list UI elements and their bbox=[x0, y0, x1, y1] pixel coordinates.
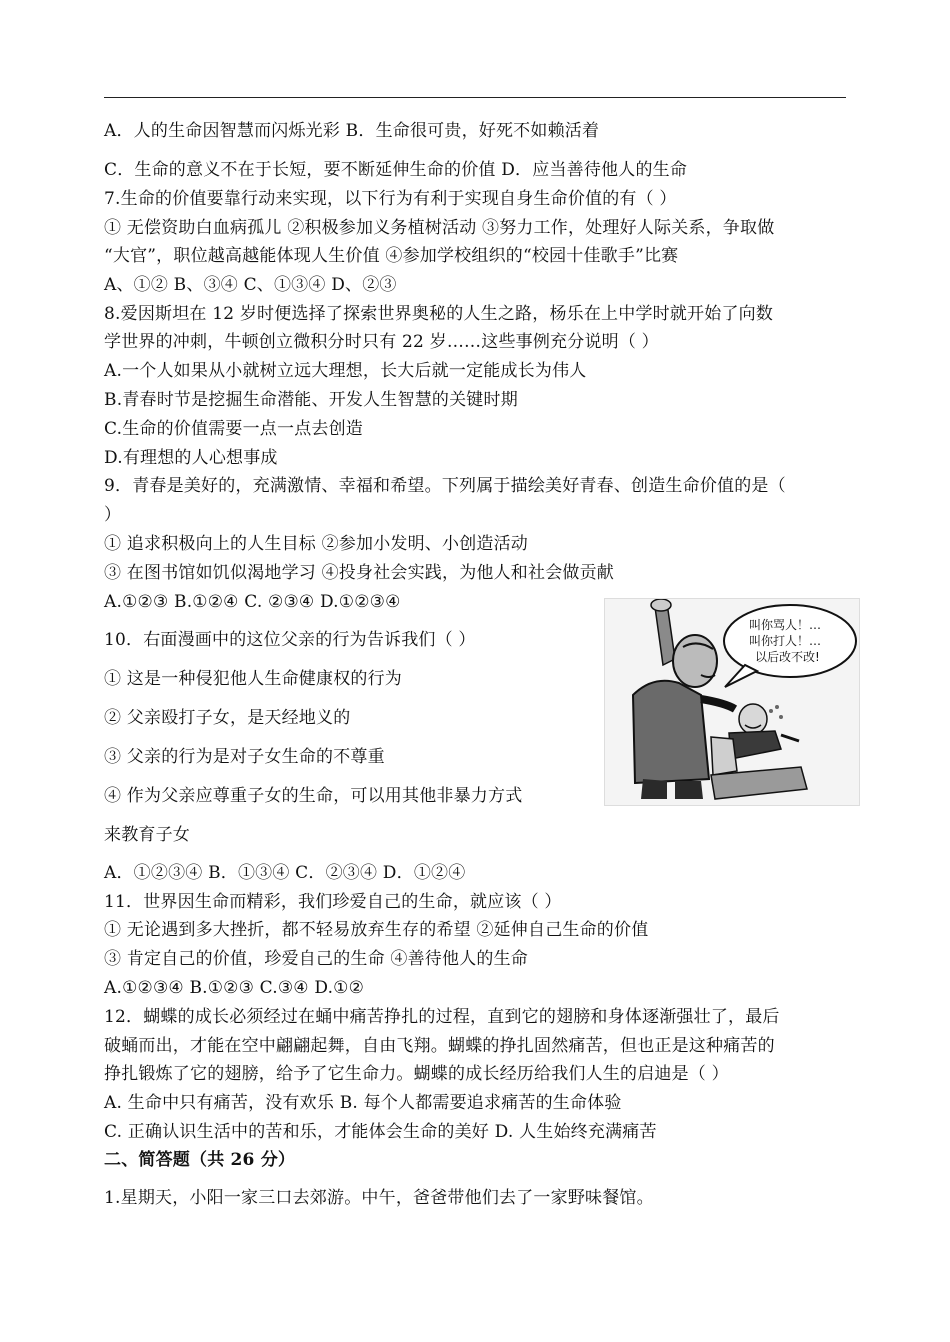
q10-item-2: ② 父亲殴打子女，是天经地义的 bbox=[104, 708, 351, 728]
q11-options: A.①②③④ B.①②③ C.③④ D.①② bbox=[104, 978, 365, 998]
q10-options: A．①②③④ B．①③④ C．②③④ D．①②④ bbox=[104, 863, 466, 883]
section-2-q1-stem: 1.星期天，小阳一家三口去郊游。中午，爸爸带他们去了一家野味餐馆。 bbox=[104, 1188, 654, 1208]
q8-option-d: D.有理想的人心想事成 bbox=[104, 448, 278, 468]
bubble-line-2: 叫你打人！… bbox=[749, 634, 822, 648]
q9-options: A.①②③ B.①②④ C. ②③④ D.①②③④ bbox=[104, 592, 401, 612]
q8-stem-line2: 学世界的冲刺，牛顿创立微积分时只有 22 岁……这些事例充分说明（ ） bbox=[104, 332, 659, 352]
q12-stem-line1: 12．蝴蝶的成长必须经过在蛹中痛苦挣扎的过程，直到它的翅膀和身体逐渐强壮了，最后 bbox=[104, 1007, 780, 1027]
q8-option-a: A.一个人如果从小就树立远大理想，长大后就一定能成长为伟人 bbox=[104, 361, 587, 381]
bubble-line-3: 以后改不改! bbox=[755, 650, 820, 664]
q9-items-line1: ① 追求积极向上的人生目标 ②参加小发明、小创造活动 bbox=[104, 534, 529, 554]
q12-option-c-d: C. 正确认识生活中的苦和乐，才能体会生命的美好 D. 人生始终充满痛苦 bbox=[104, 1122, 657, 1142]
q10-item-3: ③ 父亲的行为是对子女生命的不尊重 bbox=[104, 747, 385, 767]
q7-options: A、①② B、③④ C、①③④ D、②③ bbox=[104, 275, 397, 295]
q8-stem-line1: 8.爱因斯坦在 12 岁时便选择了探索世界奥秘的人生之路，杨乐在上中学时就开始了向数 bbox=[104, 304, 774, 324]
q7-items-line2: “大官”，职位越高越能体现人生价值 ④参加学校组织的“校园十佳歌手”比赛 bbox=[104, 246, 679, 266]
q6-option-a-b: A．人的生命因智慧而闪烁光彩 B．生命很可贵，好死不如赖活着 bbox=[104, 121, 600, 141]
q10-item-1: ① 这是一种侵犯他人生命健康权的行为 bbox=[104, 669, 403, 689]
q11-items-line2: ③ 肯定自己的价值，珍爱自己的生命 ④善待他人的生命 bbox=[104, 949, 529, 969]
q11-items-line1: ① 无论遇到多大挫折，都不轻易放弃生存的希望 ②延伸自己生命的价值 bbox=[104, 920, 649, 940]
q8-option-b: B.青春时节是挖掘生命潜能、开发人生智慧的关键时期 bbox=[104, 390, 518, 410]
q7-items-line1: ① 无偿资助白血病孤儿 ②积极参加义务植树活动 ③努力工作，处理好人际关系，争取做 bbox=[104, 218, 775, 238]
q6-option-c-d: C．生命的意义不在于长短，要不断延伸生命的价值 D．应当善待他人的生命 bbox=[104, 160, 688, 180]
cartoon-father-beating-child bbox=[604, 598, 860, 806]
q12-stem-line3: 挣扎锻炼了它的翅膀，给予了它生命力。蝴蝶的成长经历给我们人生的启迪是（ ） bbox=[104, 1064, 729, 1084]
q11-stem: 11．世界因生命而精彩，我们珍爱自己的生命，就应该（ ） bbox=[104, 892, 562, 912]
q12-stem-line2: 破蛹而出，才能在空中翩翩起舞，自由飞翔。蝴蝶的挣扎固然痛苦，但也正是这种痛苦的 bbox=[104, 1036, 775, 1056]
q10-item-4-cont: 来教育子女 bbox=[104, 825, 190, 845]
bubble-line-1: 叫你骂人！… bbox=[749, 618, 822, 632]
q12-option-a-b: A. 生命中只有痛苦，没有欢乐 B. 每个人都需要追求痛苦的生命体验 bbox=[104, 1093, 622, 1113]
q10-stem: 10．右面漫画中的这位父亲的行为告诉我们（ ） bbox=[104, 630, 476, 650]
q7-stem: 7.生命的价值要靠行动来实现，以下行为有利于实现自身生命价值的有（ ） bbox=[104, 189, 677, 209]
q10-item-4: ④ 作为父亲应尊重子女的生命，可以用其他非暴力方式 bbox=[104, 786, 523, 806]
q8-option-c: C.生命的价值需要一点一点去创造 bbox=[104, 419, 364, 439]
q9-items-line2: ③ 在图书馆如饥似渴地学习 ④投身社会实践，为他人和社会做贡献 bbox=[104, 563, 615, 583]
q9-stem-line1: 9．青春是美好的，充满激情、幸福和希望。下列属于描绘美好青春、创造生命价值的是（ bbox=[104, 476, 786, 496]
header-rule bbox=[104, 97, 846, 98]
q9-stem-line2: ） bbox=[104, 505, 122, 525]
section-2-heading: 二、简答题（共 26 分） bbox=[104, 1150, 296, 1170]
